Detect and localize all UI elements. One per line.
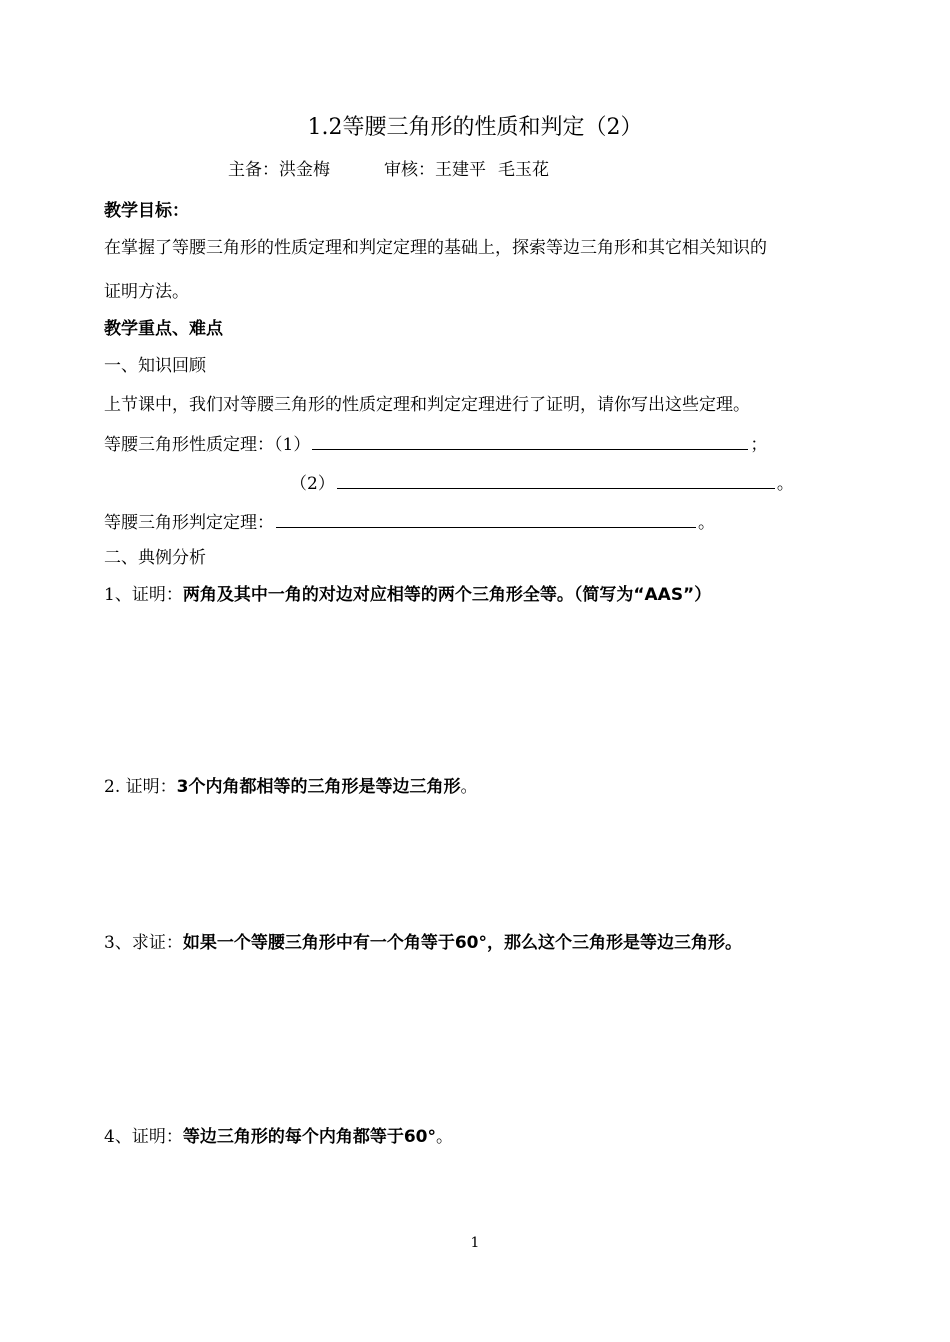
example-2-prefix: 2. 证明：	[104, 777, 177, 797]
authors-line	[228, 162, 549, 179]
prepared-name: 洪金梅	[279, 160, 330, 180]
objectives-line-1: 在掌握了等腰三角形的性质定理和判定定理的基础上，探索等边三角形和其它相关知识的	[104, 238, 767, 258]
property-line-1	[104, 434, 767, 454]
property-line-2	[290, 473, 794, 493]
example-4-prefix: 4、证明：	[104, 1127, 183, 1147]
property-2-blank[interactable]	[337, 473, 775, 489]
example-1-statement: 两角及其中一角的对边对应相等的两个三角形全等。（简写为“AAS”）	[182, 585, 712, 605]
objectives-line-2: 证明方法。	[104, 282, 189, 302]
reviewer-1: 王建平	[435, 160, 486, 180]
key-points-heading: 教学重点、难点	[104, 319, 223, 339]
criterion-blank[interactable]	[276, 512, 696, 528]
property-1-end: ；	[750, 435, 768, 455]
property-1-num: （1）	[274, 435, 311, 455]
review-heading: 一、知识回顾	[104, 356, 206, 376]
example-4-statement: 等边三角形的每个内角都等于60°	[182, 1127, 436, 1147]
review-label: 审核：	[384, 160, 435, 180]
example-2-statement: 3个内角都相等的三角形是等边三角形	[176, 777, 461, 797]
example-1-prefix: 1、证明：	[104, 585, 183, 605]
examples-heading: 二、典例分析	[104, 548, 206, 568]
property-label: 等腰三角形性质定理：	[104, 435, 274, 455]
property-2-end: 。	[776, 474, 794, 494]
example-3-prefix: 3、求证：	[104, 933, 183, 953]
example-4	[104, 1129, 453, 1146]
page-title: 1.2等腰三角形的性质和判定（2）	[307, 115, 643, 140]
criterion-end: 。	[698, 513, 715, 533]
criterion-label: 等腰三角形判定定理：	[104, 513, 274, 533]
page-number: 1	[470, 1235, 480, 1251]
property-1-blank[interactable]	[312, 434, 748, 450]
review-intro: 上节课中，我们对等腰三角形的性质定理和判定定理进行了证明，请你写出这些定理。	[104, 395, 750, 415]
objectives-heading: 教学目标：	[104, 201, 189, 221]
example-2-suffix: 。	[460, 777, 478, 797]
example-3-statement: 如果一个等腰三角形中有一个角等于60°，那么这个三角形是等边三角形。	[182, 933, 742, 953]
property-2-num: （2）	[290, 474, 335, 494]
example-1	[104, 587, 711, 604]
example-3	[104, 935, 742, 952]
example-4-suffix: 。	[436, 1127, 453, 1147]
prepared-label: 主备：	[228, 160, 279, 180]
criterion-line	[104, 512, 715, 532]
reviewer-2: 毛玉花	[498, 160, 549, 180]
example-2	[104, 779, 477, 796]
